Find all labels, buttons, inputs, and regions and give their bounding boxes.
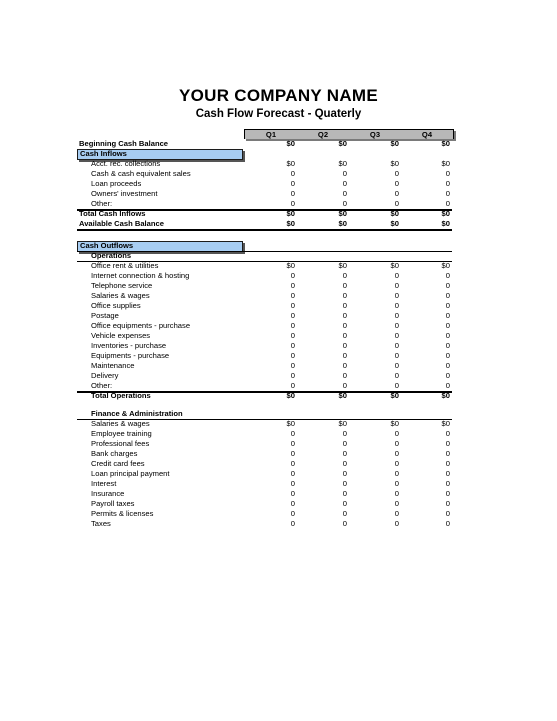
cell-value: $0 [441,219,450,228]
cell-value: 0 [290,449,295,458]
divider [77,229,452,231]
cell-value: 0 [342,271,347,280]
cell-value: 0 [445,199,450,208]
cell-value: 0 [445,321,450,330]
table-row [77,449,452,459]
row-label: Postage [91,311,119,320]
cell-value: $0 [338,419,347,428]
cell-value: 0 [394,351,399,360]
table-row [77,261,452,271]
row-label: Bank charges [91,449,138,458]
cell-value: 0 [342,321,347,330]
cell-value: 0 [290,489,295,498]
cell-value: 0 [342,331,347,340]
table-row [77,271,452,281]
cell-value: 0 [290,199,295,208]
row-label: Loan principal payment [91,469,170,478]
cell-value: 0 [445,311,450,320]
cell-value: 0 [445,519,450,528]
cell-value: $0 [338,139,347,148]
section-header-outflows [77,241,452,251]
cell-value: 0 [445,281,450,290]
cell-value: 0 [394,449,399,458]
row-label: Inventories - purchase [91,341,167,350]
cell-value: $0 [338,391,347,400]
section-header-inflows [77,149,452,159]
cell-value: 0 [394,489,399,498]
cell-value: 0 [290,271,295,280]
cell-value: 0 [290,479,295,488]
cell-value: 0 [342,479,347,488]
cell-value: 0 [445,479,450,488]
beginning-balance-row [77,139,452,149]
cell-value: 0 [290,519,295,528]
cell-value: 0 [445,351,450,360]
table-row [77,371,452,381]
total-operations-row [77,391,452,401]
cell-value: 0 [342,351,347,360]
subsection-label: Finance & Administration [91,409,183,418]
quarter-header: Q3 [369,130,381,139]
table-row [77,281,452,291]
cell-value: $0 [286,159,295,168]
cell-value: 0 [445,489,450,498]
row-label: Office equipments - purchase [91,321,191,330]
cell-value: 0 [394,499,399,508]
cell-value: $0 [286,219,295,228]
table-row [77,291,452,301]
cell-value: 0 [290,169,295,178]
cell-value: 0 [290,371,295,380]
total-inflows-row [77,209,452,219]
cell-value: 0 [394,341,399,350]
table-row [77,341,452,351]
cell-value: 0 [394,311,399,320]
cell-value: 0 [394,199,399,208]
cell-value: 0 [342,301,347,310]
cell-value: 0 [394,439,399,448]
cell-value: 0 [342,469,347,478]
cell-value: 0 [445,331,450,340]
page-title: YOUR COMPANY NAME [178,86,379,105]
cell-value: 0 [394,519,399,528]
row-label: Employee training [91,429,152,438]
cell-value: 0 [445,429,450,438]
subsection-header-operations [77,251,452,261]
table-row [77,499,452,509]
cell-value: $0 [286,139,295,148]
cell-value: $0 [390,391,399,400]
cell-value: 0 [445,509,450,518]
cell-value: 0 [394,459,399,468]
cell-value: $0 [441,391,450,400]
row-label: Available Cash Balance [79,219,164,228]
cell-value: $0 [441,159,450,168]
cell-value: 0 [342,169,347,178]
table-row [77,381,452,391]
cell-value: 0 [445,189,450,198]
cell-value: 0 [342,499,347,508]
cell-value: 0 [290,321,295,330]
cell-value: 0 [445,361,450,370]
page-subtitle: Cash Flow Forecast - Quaterly [195,108,362,120]
section-label: Cash Outflows [80,241,134,250]
cell-value: $0 [441,209,450,218]
row-label: Owners' investment [91,189,158,198]
cell-value: $0 [390,159,399,168]
row-label: Vehicle expenses [91,331,151,340]
cell-value: 0 [445,459,450,468]
row-label: Loan proceeds [91,179,142,188]
row-label: Permits & licenses [91,509,154,518]
cell-value: 0 [445,341,450,350]
cell-value: 0 [394,509,399,518]
cell-value: $0 [338,209,347,218]
cell-value: 0 [342,429,347,438]
table-row [77,321,452,331]
row-label: Acct. rec. collections [91,159,161,168]
section-label: Cash Inflows [80,149,127,158]
divider [77,251,452,252]
row-label: Telephone service [91,281,153,290]
cell-value: $0 [286,419,295,428]
cell-value: 0 [342,439,347,448]
cell-value: $0 [390,139,399,148]
cell-value: 0 [394,361,399,370]
table-row [77,519,452,529]
cell-value: 0 [342,509,347,518]
cell-value: $0 [338,261,347,270]
quarter-header: Q1 [265,130,277,139]
cell-value: 0 [342,519,347,528]
row-label: Insurance [91,489,125,498]
table-row [77,331,452,341]
row-label: Other: [91,381,113,390]
cell-value: 0 [394,469,399,478]
quarter-header: Q4 [421,130,433,139]
cell-value: 0 [394,371,399,380]
cell-value: 0 [445,179,450,188]
cell-value: $0 [390,261,399,270]
table-row [77,199,452,209]
table-row [77,479,452,489]
cell-value: 0 [290,301,295,310]
row-label: Professional fees [91,439,150,448]
cell-value: $0 [441,261,450,270]
cell-value: $0 [390,219,399,228]
row-label: Cash & cash equivalent sales [91,169,191,178]
cell-value: 0 [290,331,295,340]
table-row [77,419,452,429]
table-row [77,489,452,499]
cell-value: 0 [342,361,347,370]
quarter-header-row [77,129,452,139]
row-label: Salaries & wages [91,291,150,300]
row-label: Taxes [91,519,111,528]
table-row [77,179,452,189]
cell-value: 0 [342,179,347,188]
cell-value: 0 [290,509,295,518]
cell-value: 0 [342,189,347,198]
subsection-header-finance [77,409,452,419]
cell-value: 0 [290,459,295,468]
cell-value: 0 [290,189,295,198]
cell-value: 0 [290,311,295,320]
cell-value: 0 [394,429,399,438]
outflows-table [77,241,452,401]
cell-value: 0 [394,301,399,310]
cell-value: 0 [290,361,295,370]
table-row [77,311,452,321]
table-row [77,429,452,439]
cell-value: $0 [338,159,347,168]
cell-value: 0 [290,439,295,448]
cell-value: 0 [445,301,450,310]
table-row [77,351,452,361]
table-row [77,469,452,479]
cell-value: 0 [394,179,399,188]
row-label: Total Cash Inflows [79,209,146,218]
row-label: Total Operations [91,391,151,400]
cell-value: 0 [290,499,295,508]
cell-value: 0 [342,449,347,458]
finance-table [77,409,452,529]
row-label: Payroll taxes [91,499,135,508]
cell-value: $0 [338,219,347,228]
cell-value: 0 [445,439,450,448]
cell-value: $0 [390,209,399,218]
table-row [77,169,452,179]
cell-value: 0 [394,321,399,330]
row-label: Credit card fees [91,459,145,468]
quarter-header: Q2 [317,130,329,139]
cell-value: 0 [394,281,399,290]
cell-value: 0 [394,169,399,178]
cell-value: 0 [342,291,347,300]
cell-value: 0 [445,449,450,458]
table-row [77,509,452,519]
cell-value: 0 [290,469,295,478]
cell-value: $0 [286,261,295,270]
row-label: Delivery [91,371,119,380]
inflows-table [77,129,452,229]
cell-value: 0 [290,429,295,438]
cell-value: 0 [342,311,347,320]
cell-value: 0 [445,469,450,478]
cell-value: $0 [441,139,450,148]
row-label: Internet connection & hosting [91,271,190,280]
cell-value: 0 [394,189,399,198]
row-label: Salaries & wages [91,419,150,428]
cell-value: 0 [290,341,295,350]
cell-value: 0 [445,169,450,178]
table-row [77,159,452,169]
cell-value: 0 [394,331,399,340]
row-label: Beginning Cash Balance [79,139,169,148]
cell-value: $0 [286,391,295,400]
available-balance-row [77,219,452,229]
table-row [77,189,452,199]
cell-value: 0 [342,459,347,468]
cell-value: $0 [390,419,399,428]
cell-value: 0 [290,179,295,188]
cell-value: $0 [441,419,450,428]
cell-value: 0 [445,499,450,508]
cell-value: $0 [286,209,295,218]
table-row [77,301,452,311]
row-label: Interest [91,479,117,488]
cell-value: 0 [342,199,347,208]
cell-value: 0 [342,381,347,390]
table-row [77,459,452,469]
cell-value: 0 [445,381,450,390]
cell-value: 0 [290,281,295,290]
cell-value: 0 [445,291,450,300]
quarter-header-bar [244,129,454,139]
cell-value: 0 [394,381,399,390]
cell-value: 0 [445,271,450,280]
row-label: Other: [91,199,113,208]
cell-value: 0 [394,291,399,300]
cell-value: 0 [342,371,347,380]
cell-value: 0 [290,381,295,390]
cell-value: 0 [342,281,347,290]
cell-value: 0 [394,271,399,280]
cell-value: 0 [290,351,295,360]
cell-value: 0 [290,291,295,300]
row-label: Office supplies [91,301,141,310]
cell-value: 0 [445,371,450,380]
subsection-label: Operations [91,251,132,260]
cell-value: 0 [342,341,347,350]
table-row [77,361,452,371]
cell-value: 0 [342,489,347,498]
cell-value: 0 [394,479,399,488]
row-label: Maintenance [91,361,135,370]
row-label: Office rent & utilities [91,261,159,270]
row-label: Equipments - purchase [91,351,170,360]
table-row [77,439,452,449]
